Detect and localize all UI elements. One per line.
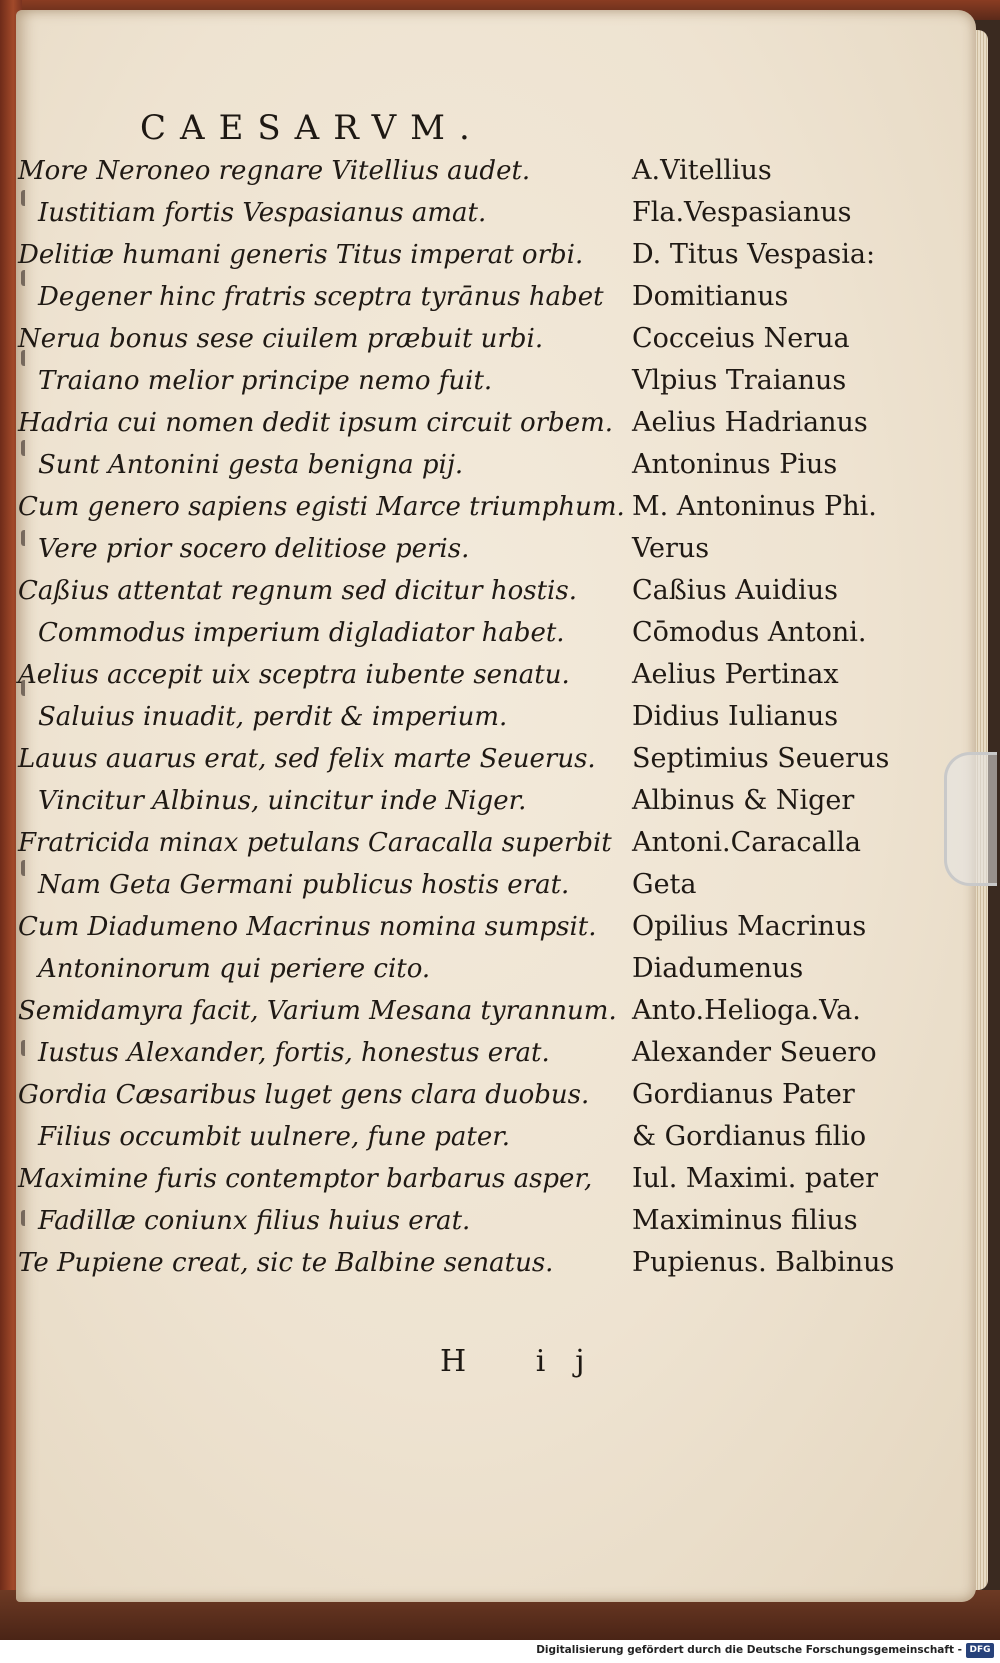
emperor-name: Geta: [632, 869, 697, 900]
verse-line: Antoninorum qui periere cito.: [38, 954, 431, 984]
verse-line: Nam Geta Germani publicus hostis erat.: [38, 870, 570, 900]
emperor-name: A.Vitellius: [632, 155, 772, 186]
emperor-name: D. Titus Vespasia:: [632, 239, 876, 270]
verse-line: Nerua bonus sese ciuilem præbuit urbi.: [18, 324, 544, 354]
verse-line: Traiano melior principe nemo fuit.: [38, 366, 493, 396]
emperor-name: Diadumenus: [632, 953, 804, 984]
footer-bar: [0, 1640, 1000, 1663]
running-head: CAESARVM.: [140, 108, 484, 148]
verse-line: Iustitiam fortis Vespasianus amat.: [38, 198, 487, 228]
dfg-logo: DFG: [966, 1643, 994, 1658]
emperor-name: Aelius Pertinax: [632, 659, 839, 690]
verse-line: More Neroneo regnare Vitellius audet.: [18, 156, 531, 186]
emperor-name: Alexander Seuero: [632, 1037, 877, 1068]
emperor-name: Maximinus filius: [632, 1205, 858, 1236]
emperor-name: M. Antoninus Phi.: [632, 491, 877, 522]
emperor-name: Fla.Vespasianus: [632, 197, 852, 228]
verse-line: Te Pupiene creat, sic te Balbine senatus.: [18, 1248, 554, 1278]
emperor-name: Domitianus: [632, 281, 789, 312]
signature-mark: H ij: [440, 1344, 615, 1379]
emperor-name: Cōmodus Antoni.: [632, 617, 867, 648]
verse-line: Delitiæ humani generis Titus imperat orbi.: [18, 240, 584, 270]
verse-line: Iustus Alexander, fortis, honestus erat.: [38, 1038, 550, 1068]
verse-line: Lauus auarus erat, sed felix marte Seuerus.: [18, 744, 596, 774]
emperor-name: Albinus & Niger: [632, 785, 855, 816]
verse-line: Caßius attentat regnum sed dicitur hostis.: [18, 576, 577, 606]
verse-line: Gordia Cæsaribus luget gens clara duobus.: [18, 1080, 590, 1110]
emperor-names-column: [632, 150, 922, 1284]
verse-line: Cum Diadumeno Macrinus nomina sumpsit.: [18, 912, 597, 942]
verse-line: Vere prior socero delitiose peris.: [38, 534, 470, 564]
verse-line: Filius occumbit uulnere, fune pater.: [38, 1122, 511, 1152]
emperor-name: Septimius Seuerus: [632, 743, 890, 774]
emperor-name: Iul. Maximi. pater: [632, 1163, 878, 1194]
verse-line: Cum genero sapiens egisti Marce triumphum.: [18, 492, 625, 522]
plastic-page-clip: [944, 752, 997, 886]
verse-line: Fratricida minax petulans Caracalla superbit: [18, 828, 612, 858]
emperor-name: Didius Iulianus: [632, 701, 839, 732]
verse-line: Degener hinc fratris sceptra tyrānus habet: [38, 282, 604, 312]
emperor-name: Vlpius Traianus: [632, 365, 847, 396]
emperor-name: Pupienus. Balbinus: [632, 1247, 895, 1278]
verse-line: Semidamyra facit, Varium Mesana tyrannum.: [18, 996, 617, 1026]
emperor-name: Cocceius Nerua: [632, 323, 850, 354]
emperor-name: Gordianus Pater: [632, 1079, 855, 1110]
verse-line: Saluius inuadit, perdit & imperium.: [38, 702, 508, 732]
emperor-name: Opilius Macrinus: [632, 911, 867, 942]
funding-credit: Digitalisierung gefördert durch die Deutsche Forschungsgemeinschaft -: [536, 1644, 962, 1656]
emperor-name: Anto.Heliogа.Va.: [632, 995, 861, 1026]
verse-line: Vincitur Albinus, uincitur inde Niger.: [38, 786, 527, 816]
emperor-name: Verus: [632, 533, 710, 564]
verse-line: Hadria cui nomen dedit ipsum circuit orbem.: [18, 408, 614, 438]
verse-line: Maximine furis contemptor barbarus asper,: [18, 1164, 593, 1194]
verse-line: Aelius accepit uix sceptra iubente senatu.: [18, 660, 570, 690]
verse-line: Commodus imperium digladiator habet.: [38, 618, 565, 648]
verse-line: Sunt Antonini gesta benigna pij.: [38, 450, 464, 480]
emperor-name: Antoninus Pius: [632, 449, 838, 480]
verse-column: [18, 150, 628, 1284]
emperor-name: & Gordianus filio: [632, 1121, 867, 1152]
emperor-name: Antoni.Caracalla: [632, 827, 861, 858]
emperor-name: Aelius Hadrianus: [632, 407, 868, 438]
verse-line: Fadillæ coniunx filius huius erat.: [38, 1206, 471, 1236]
emperor-name: Caßius Auidius: [632, 575, 838, 606]
